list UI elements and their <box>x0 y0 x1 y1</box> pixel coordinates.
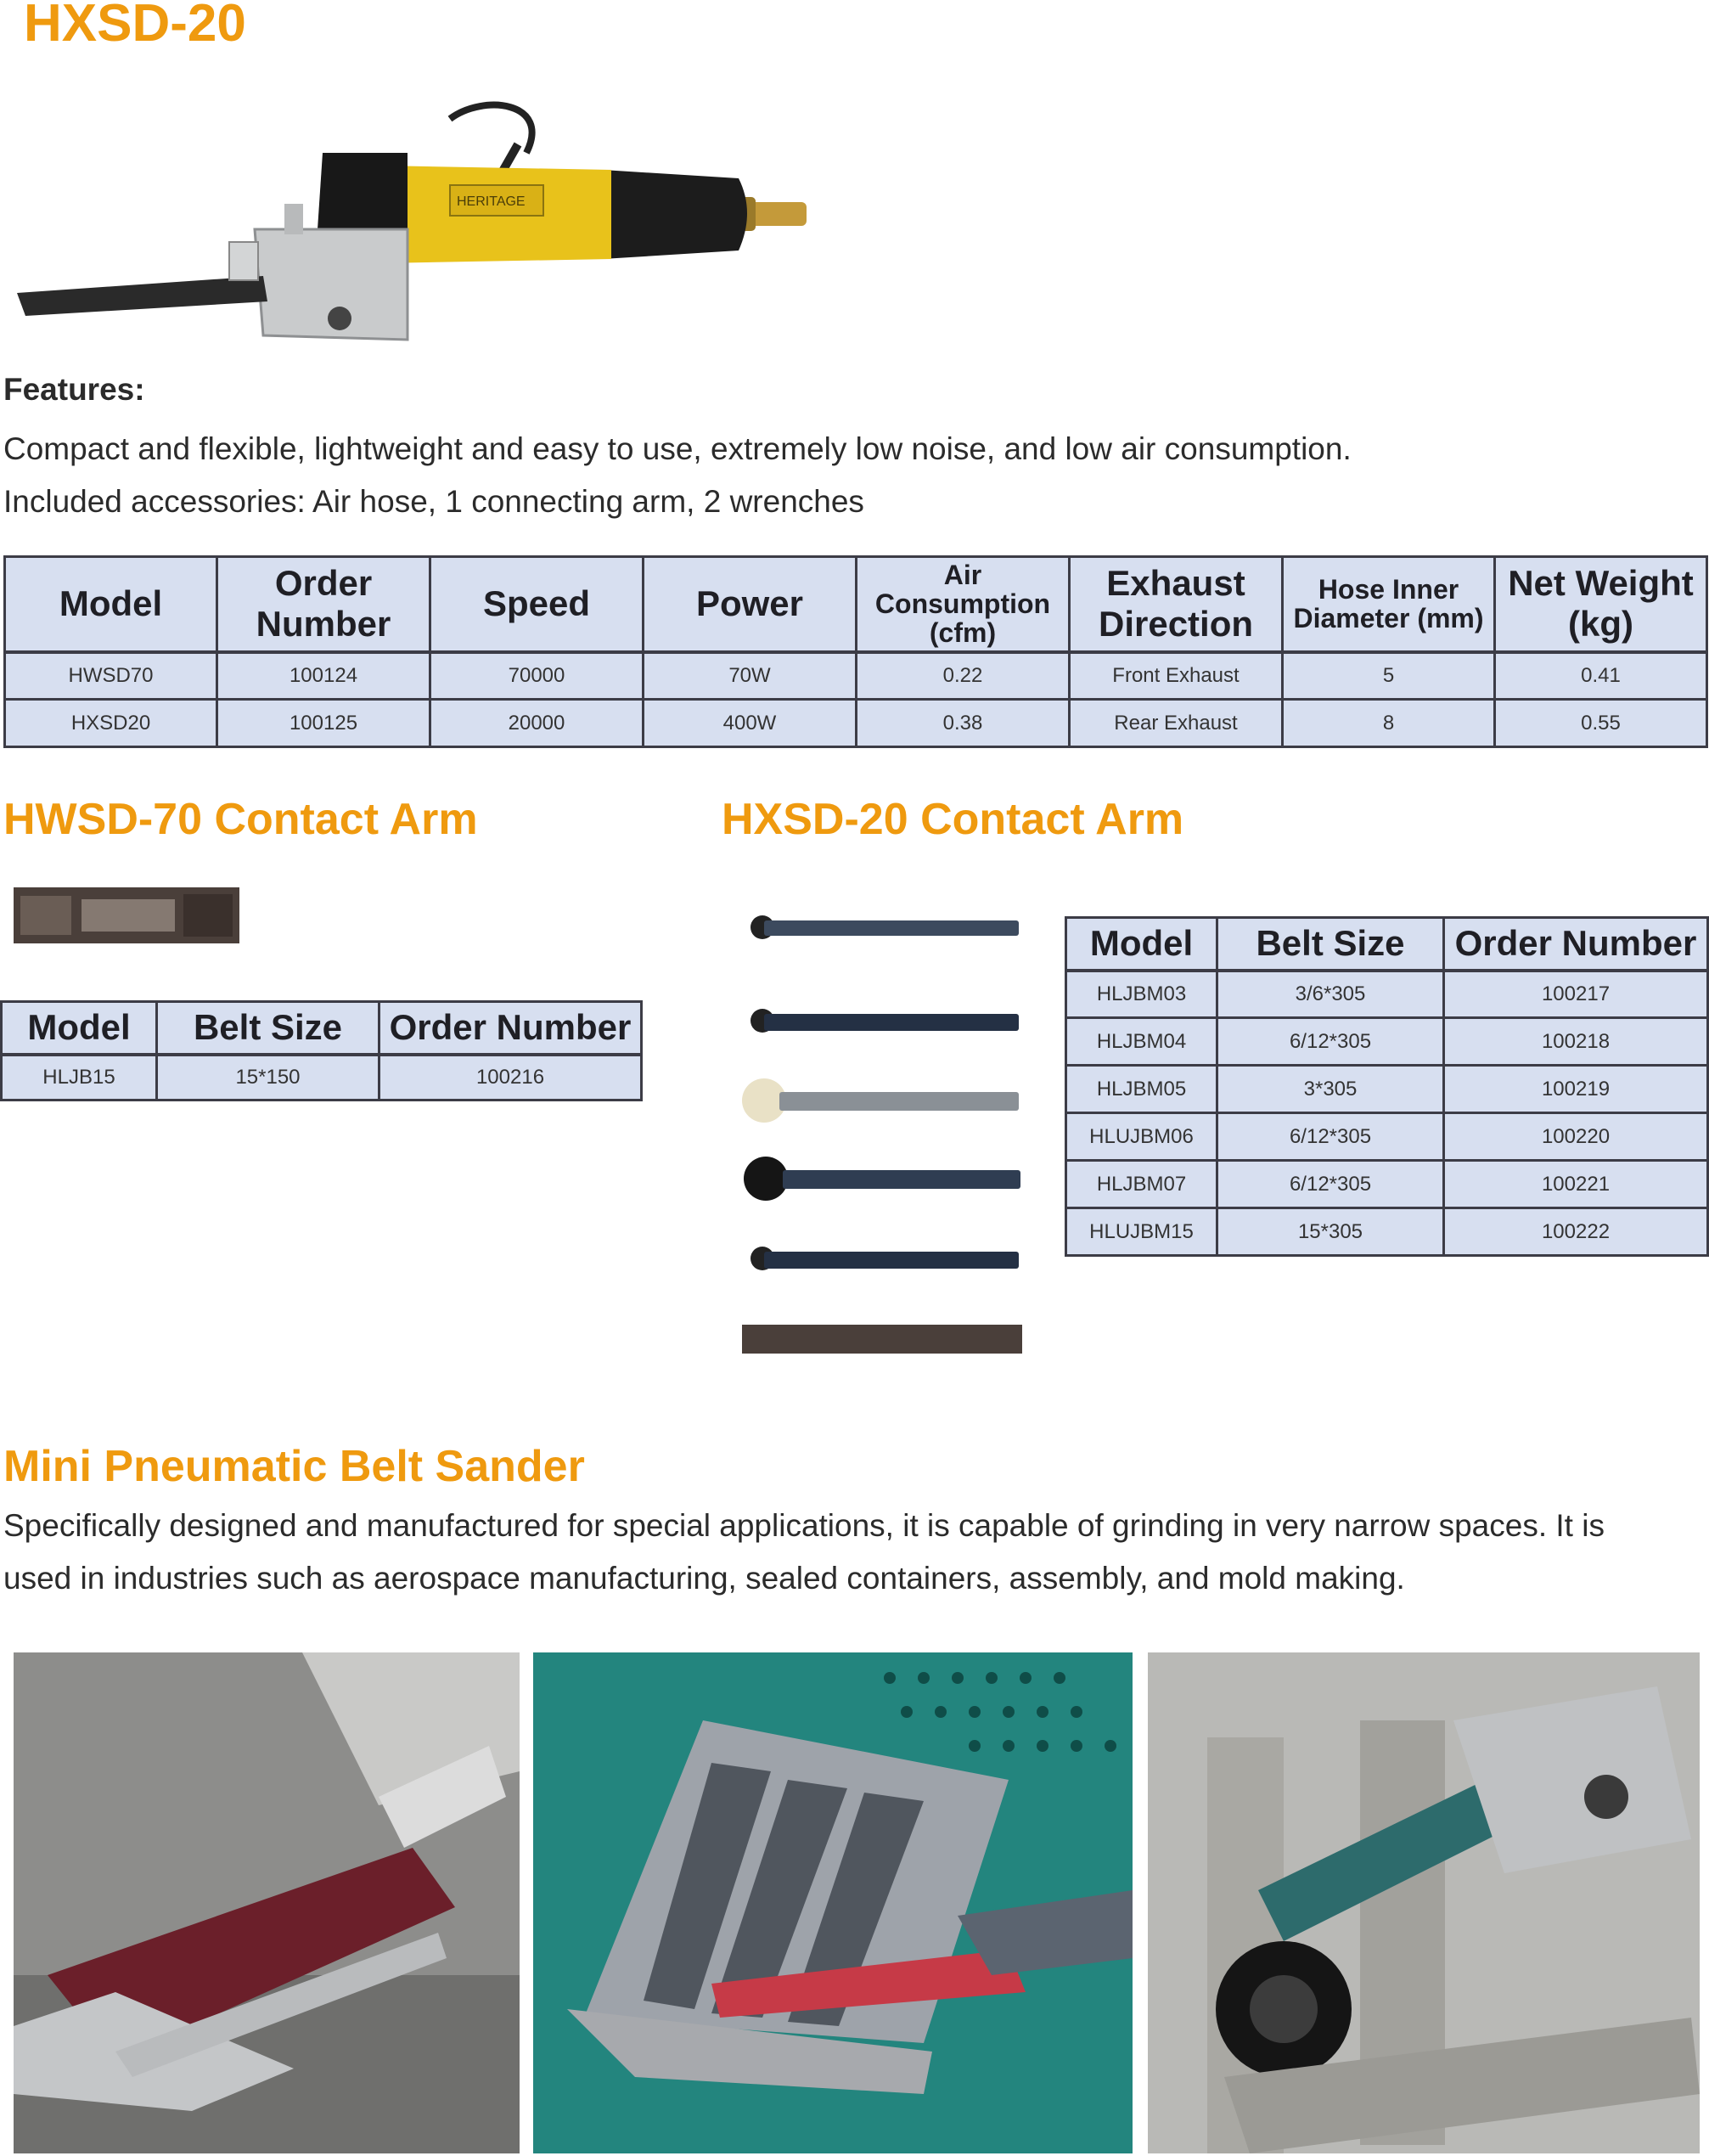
cell: 100219 <box>1444 1066 1708 1113</box>
page-title: HXSD-20 <box>24 0 246 53</box>
mini-sander-line-2: used in industries such as aerospace manufacturing, sealed containers, assembly, and mold making. <box>3 1561 1405 1596</box>
cell: HLUJBM06 <box>1066 1113 1217 1161</box>
table-row <box>1066 1208 1708 1256</box>
hxsd20-section-title: HXSD-20 Contact Arm <box>722 795 1184 844</box>
cell: 70000 <box>430 652 644 700</box>
application-photo-3 <box>1148 1652 1700 2153</box>
cell: 100124 <box>217 652 430 700</box>
cell: 0.41 <box>1495 652 1707 700</box>
cell: 6/12*305 <box>1217 1113 1444 1161</box>
cell: 6/12*305 <box>1217 1018 1444 1066</box>
table-row <box>2 1055 642 1101</box>
cell: HLJBM04 <box>1066 1018 1217 1066</box>
col-model: Model <box>1066 918 1217 971</box>
cell: HLUJBM15 <box>1066 1208 1217 1256</box>
cell: 20000 <box>430 700 644 747</box>
cell: HXSD20 <box>5 700 217 747</box>
cell: Rear Exhaust <box>1070 700 1283 747</box>
features-line-1: Compact and flexible, lightweight and easy to use, extremely low noise, and low air consumption. <box>3 431 1352 466</box>
col-belt-size: Belt Size <box>157 1002 379 1055</box>
table-row <box>1066 971 1708 1018</box>
table-row <box>5 700 1707 747</box>
mini-sander-line-1: Specifically designed and manufactured for special applications, it is capable of grinding in very narrow spaces. It is <box>3 1508 1605 1543</box>
brand-logo-text: HERITAGE <box>457 194 526 209</box>
hxsd20-contact-arms-image <box>739 892 1027 1354</box>
col-model: Model <box>5 557 217 652</box>
hxsd20-arm-table <box>1065 916 1709 1257</box>
cell: 6/12*305 <box>1217 1161 1444 1208</box>
cell: 100220 <box>1444 1113 1708 1161</box>
hwsd70-contact-arm-image <box>14 887 239 943</box>
col-hose-diameter: Hose Inner Diameter (mm) <box>1283 557 1495 652</box>
cell: 3*305 <box>1217 1066 1444 1113</box>
cell: HLJBM07 <box>1066 1161 1217 1208</box>
table-row <box>1066 1113 1708 1161</box>
col-belt-size: Belt Size <box>1217 918 1444 971</box>
cell: 5 <box>1283 652 1495 700</box>
col-order-number: Order Number <box>217 557 430 652</box>
col-net-weight: Net Weight (kg) <box>1495 557 1707 652</box>
table-row <box>5 652 1707 700</box>
cell: 0.38 <box>857 700 1070 747</box>
application-photo-1 <box>14 1652 520 2153</box>
hwsd70-section-title: HWSD-70 Contact Arm <box>3 795 478 844</box>
col-model: Model <box>2 1002 157 1055</box>
main-spec-table <box>3 555 1708 748</box>
application-photo-2 <box>533 1652 1133 2153</box>
cell: 100125 <box>217 700 430 747</box>
cell: 100218 <box>1444 1018 1708 1066</box>
cell: 8 <box>1283 700 1495 747</box>
cell: 0.22 <box>857 652 1070 700</box>
cell: 15*150 <box>157 1055 379 1101</box>
col-speed: Speed <box>430 557 644 652</box>
cell: 100216 <box>379 1055 642 1101</box>
features-line-2: Included accessories: Air hose, 1 connecting arm, 2 wrenches <box>3 484 864 519</box>
cell: 3/6*305 <box>1217 971 1444 1018</box>
mini-sander-section-title: Mini Pneumatic Belt Sander <box>3 1442 585 1491</box>
cell: HLJBM05 <box>1066 1066 1217 1113</box>
table-row <box>1066 1066 1708 1113</box>
cell: HWSD70 <box>5 652 217 700</box>
features-label: Features: <box>3 372 145 407</box>
col-air-consumption: Air Consumption (cfm) <box>857 557 1070 652</box>
cell: HLJB15 <box>2 1055 157 1101</box>
belt-sander-tool-image <box>8 93 824 348</box>
cell: 400W <box>644 700 857 747</box>
cell: HLJBM03 <box>1066 971 1217 1018</box>
col-order-number: Order Number <box>1444 918 1708 971</box>
table-row <box>1066 1018 1708 1066</box>
cell: 100221 <box>1444 1161 1708 1208</box>
col-power: Power <box>644 557 857 652</box>
cell: 70W <box>644 652 857 700</box>
cell: 0.55 <box>1495 700 1707 747</box>
col-exhaust-direction: Exhaust Direction <box>1070 557 1283 652</box>
cell: Front Exhaust <box>1070 652 1283 700</box>
table-row <box>1066 1161 1708 1208</box>
cell: 100222 <box>1444 1208 1708 1256</box>
cell: 15*305 <box>1217 1208 1444 1256</box>
col-order-number: Order Number <box>379 1002 642 1055</box>
cell: 100217 <box>1444 971 1708 1018</box>
hwsd70-arm-table <box>0 1000 643 1101</box>
